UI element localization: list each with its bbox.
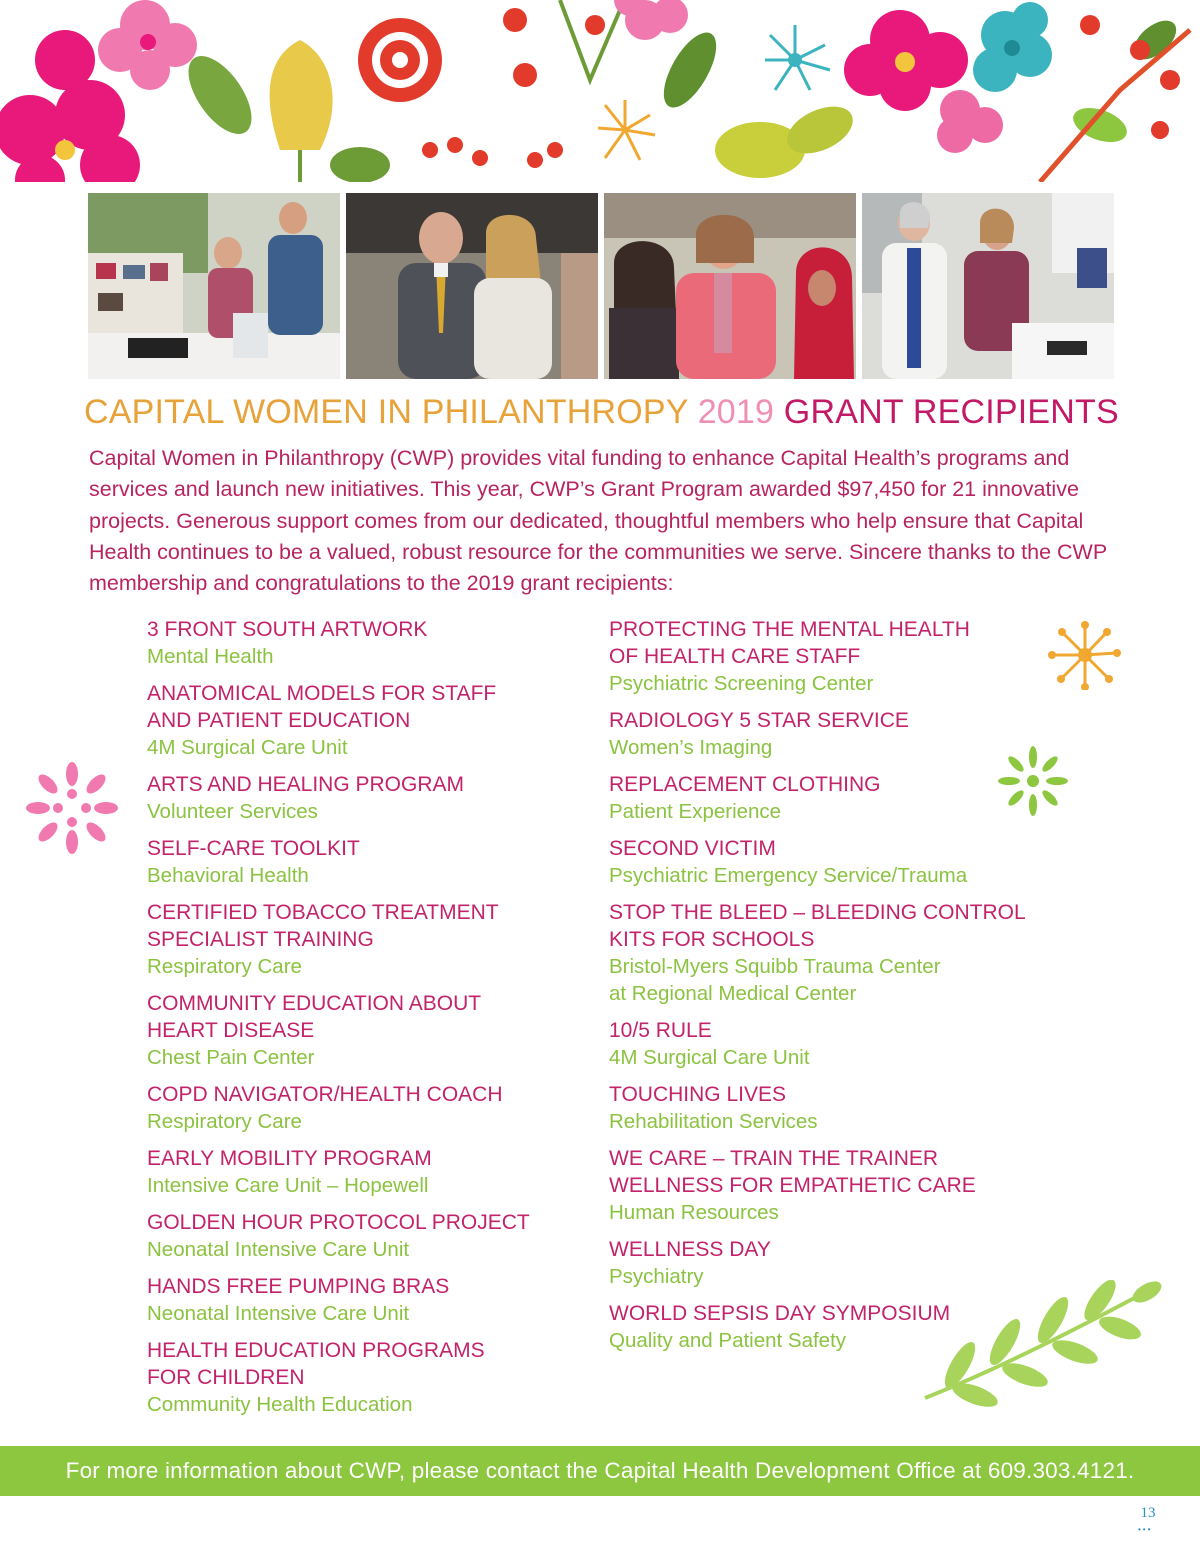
project-name: REPLACEMENT CLOTHING: [609, 773, 881, 796]
department-name: Psychiatric Screening Center: [609, 672, 874, 695]
flower-burst-icon: [997, 745, 1069, 822]
list-item: [147, 990, 587, 1071]
department-name: Community Health Education: [147, 1393, 413, 1416]
leaf-branch-icon: [915, 1280, 1165, 1415]
intro-paragraph: Capital Women in Philanthropy (CWP) provides vital funding to enhance Capital Health’s programs and services and launch new initiatives. This year, CWP’s Grant Program awarded $97,450 for 21 innovative projects. Generous support comes from our dedicated, thoughtful members who help ensure that Capital Health continues to be a valued, robust resource for the communities we serve. Sincere thanks to the CWP membership and congratulations to the 2019 grant recipients:: [89, 446, 1107, 596]
title-part-year: 2019: [697, 393, 775, 431]
department-name: Human Resources: [609, 1201, 779, 1224]
grant-list-left: [147, 616, 587, 1428]
department-name: Psychiatric Emergency Service/Trauma: [609, 864, 968, 887]
project-name: ARTS AND HEALING PROGRAM: [147, 773, 465, 796]
project-name: WELLNESS DAY: [609, 1238, 771, 1261]
department-name: Patient Experience: [609, 800, 782, 823]
floral-header-illustration: [0, 0, 1200, 182]
event-photo: [604, 193, 856, 379]
project-name: TOUCHING LIVES: [609, 1083, 786, 1106]
project-name: GOLDEN HOUR PROTOCOL PROJECT: [147, 1211, 530, 1234]
project-name: 3 FRONT SOUTH ARTWORK: [147, 618, 428, 641]
department-name: Respiratory Care: [147, 955, 302, 978]
project-name: COMMUNITY EDUCATION ABOUT HEART DISEASE: [147, 992, 482, 1042]
title-part-grants: GRANT RECIPIENTS: [783, 393, 1119, 431]
grant-list-right: [609, 616, 1069, 1364]
list-item: [609, 1081, 1069, 1135]
department-name: Quality and Patient Safety: [609, 1329, 847, 1352]
event-photo: [346, 193, 598, 379]
list-item: [609, 616, 1069, 697]
project-name: HANDS FREE PUMPING BRAS: [147, 1275, 450, 1298]
department-name: Rehabilitation Services: [609, 1110, 818, 1133]
list-item: [147, 1145, 587, 1199]
event-photo: [862, 193, 1114, 379]
contact-text: For more information about CWP, please contact the Capital Health Development Office at 609.303.4121.: [65, 1458, 1135, 1483]
project-name: PROTECTING THE MENTAL HEALTH OF HEALTH CARE STAFF: [609, 618, 970, 668]
project-name: HEALTH EDUCATION PROGRAMS FOR CHILDREN: [147, 1339, 485, 1389]
list-item: [147, 680, 587, 761]
title-part-org: CAPITAL WOMEN IN PHILANTHROPY: [84, 393, 689, 431]
list-item: [147, 1209, 587, 1263]
list-item: [609, 1017, 1069, 1071]
department-name: Women’s Imaging: [609, 736, 773, 759]
list-item: [147, 1273, 587, 1327]
list-item: [147, 771, 587, 825]
project-name: SELF-CARE TOOLKIT: [147, 837, 360, 860]
department-name: Intensive Care Unit – Hopewell: [147, 1174, 429, 1197]
project-name: ANATOMICAL MODELS FOR STAFF AND PATIENT EDUCATION: [147, 682, 497, 732]
photo-strip: [88, 193, 1112, 379]
list-item: [147, 1337, 587, 1418]
department-name: Neonatal Intensive Care Unit: [147, 1238, 410, 1261]
department-name: 4M Surgical Care Unit: [609, 1046, 810, 1069]
list-item: [609, 1145, 1069, 1226]
department-name: Psychiatry: [609, 1265, 704, 1288]
list-item: [609, 899, 1069, 1007]
list-item: [147, 1081, 587, 1135]
project-name: SECOND VICTIM: [609, 837, 776, 860]
page-number-dots: •••: [1138, 1525, 1153, 1534]
department-name: Neonatal Intensive Care Unit: [147, 1302, 410, 1325]
department-name: 4M Surgical Care Unit: [147, 736, 348, 759]
department-name: Bristol-Myers Squibb Trauma Center at Regional Medical Center: [609, 955, 941, 1005]
department-name: Mental Health: [147, 645, 274, 668]
project-name: WORLD SEPSIS DAY SYMPOSIUM: [609, 1302, 951, 1325]
project-name: CERTIFIED TOBACCO TREATMENT SPECIALIST TRAINING: [147, 901, 499, 951]
project-name: 10/5 RULE: [609, 1019, 712, 1042]
list-item: [147, 835, 587, 889]
project-name: EARLY MOBILITY PROGRAM: [147, 1147, 432, 1170]
page-title: [84, 393, 1119, 432]
footer-contact-bar: [0, 1446, 1200, 1496]
list-item: [609, 835, 1069, 889]
project-name: WE CARE – TRAIN THE TRAINER WELLNESS FOR EMPATHETIC CARE: [609, 1147, 976, 1197]
department-name: Chest Pain Center: [147, 1046, 315, 1069]
flower-burst-icon: [24, 760, 120, 861]
list-item: [147, 899, 587, 980]
event-photo: [88, 193, 340, 379]
project-name: RADIOLOGY 5 STAR SERVICE: [609, 709, 909, 732]
department-name: Volunteer Services: [147, 800, 318, 823]
flower-burst-icon: [1044, 620, 1126, 695]
project-name: STOP THE BLEED – BLEEDING CONTROL KITS FOR SCHOOLS: [609, 901, 1026, 951]
page-number: 13: [1140, 1505, 1156, 1521]
list-item: [147, 616, 587, 670]
department-name: Behavioral Health: [147, 864, 309, 887]
department-name: Respiratory Care: [147, 1110, 302, 1133]
project-name: COPD NAVIGATOR/HEALTH COACH: [147, 1083, 503, 1106]
